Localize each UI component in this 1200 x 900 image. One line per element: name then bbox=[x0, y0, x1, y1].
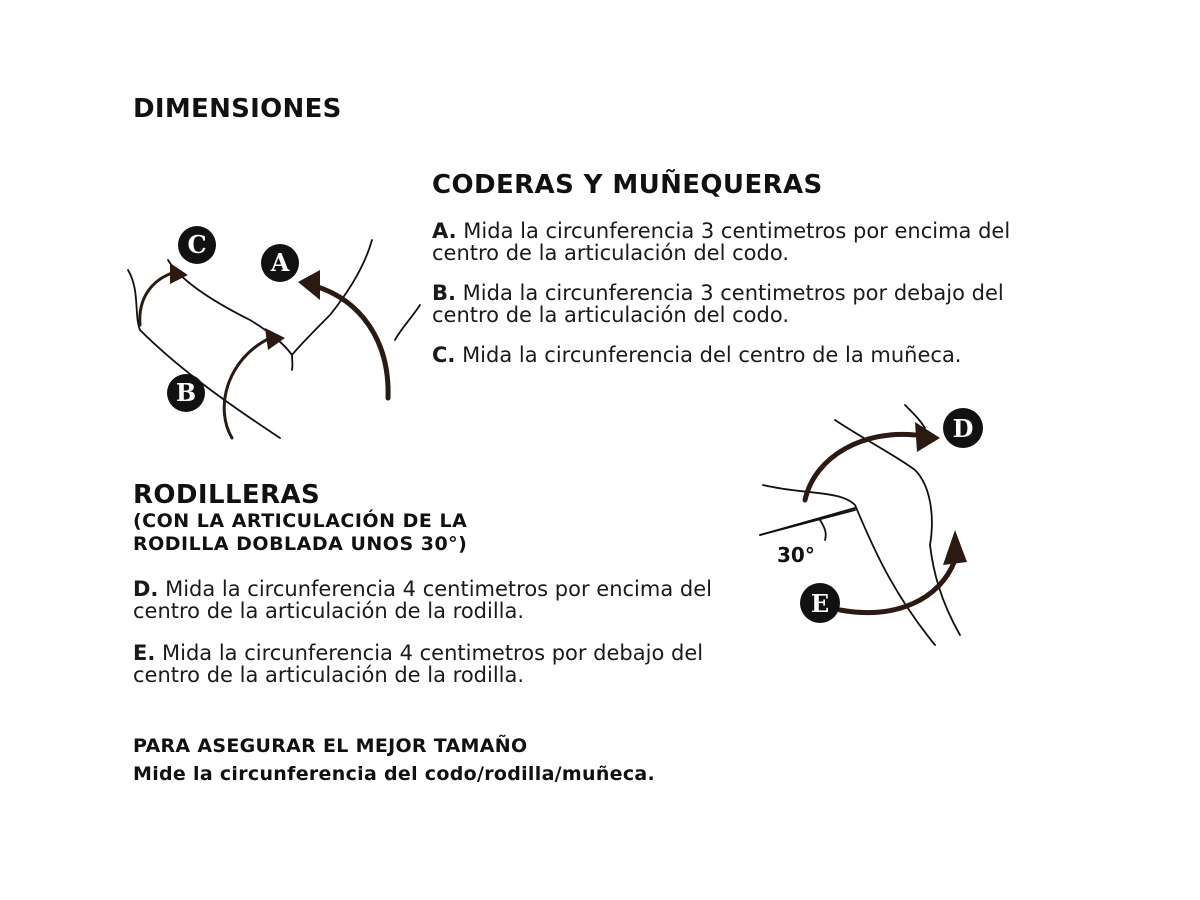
knee-item-d bbox=[133, 578, 753, 622]
label-c-badge bbox=[178, 226, 216, 264]
label-d-badge bbox=[943, 408, 983, 448]
svg-text:A: A bbox=[270, 248, 290, 277]
item-letter: E. bbox=[133, 641, 156, 665]
elbow-section bbox=[432, 170, 1052, 366]
elbow-heading: CODERAS Y MUÑEQUERAS bbox=[432, 170, 823, 200]
elbow-item-a bbox=[432, 220, 1052, 264]
label-e-badge bbox=[800, 583, 840, 623]
svg-text:D: D bbox=[952, 414, 974, 443]
knee-section bbox=[133, 480, 753, 686]
item-text: Mida la circunferencia 4 centimetros por debajo del centro de la articulación de la rodilla. bbox=[133, 641, 704, 687]
svg-text:C: C bbox=[187, 230, 207, 259]
elbow-diagram bbox=[120, 220, 420, 445]
knee-heading: RODILLERAS bbox=[133, 480, 321, 510]
item-letter: C. bbox=[432, 343, 456, 367]
sizing-tip bbox=[133, 732, 655, 788]
label-b-badge bbox=[167, 374, 205, 412]
label-a-badge bbox=[261, 244, 299, 282]
page-title: DIMENSIONES bbox=[133, 94, 342, 124]
elbow-item-c bbox=[432, 344, 1052, 366]
item-text: Mida la circunferencia 3 centimetros por encima del centro de la articulación del codo. bbox=[432, 219, 1011, 265]
item-letter: B. bbox=[432, 281, 456, 305]
item-text: Mida la circunferencia 3 centimetros por debajo del centro de la articulación del codo. bbox=[432, 281, 1004, 327]
item-letter: A. bbox=[432, 219, 457, 243]
knee-diagram bbox=[755, 400, 1015, 650]
svg-text:B: B bbox=[175, 378, 197, 407]
tip-line1: PARA ASEGURAR EL MEJOR TAMAÑO bbox=[133, 735, 528, 757]
knee-item-e bbox=[133, 642, 753, 686]
item-text: Mida la circunferencia del centro de la muñeca. bbox=[455, 343, 962, 367]
item-letter: D. bbox=[133, 577, 159, 601]
knee-subheading-line1: (CON LA ARTICULACIÓN DE LA bbox=[133, 510, 468, 532]
item-text: Mida la circunferencia 4 centimetros por encima del centro de la articulación de la rodilla. bbox=[133, 577, 712, 623]
angle-label: 30° bbox=[777, 543, 815, 567]
svg-text:E: E bbox=[810, 589, 830, 618]
knee-subheading-line2: RODILLA DOBLADA UNOS 30°) bbox=[133, 533, 468, 555]
elbow-item-b bbox=[432, 282, 1052, 326]
tip-line2: Mide la circunferencia del codo/rodilla/muñeca. bbox=[133, 763, 656, 785]
